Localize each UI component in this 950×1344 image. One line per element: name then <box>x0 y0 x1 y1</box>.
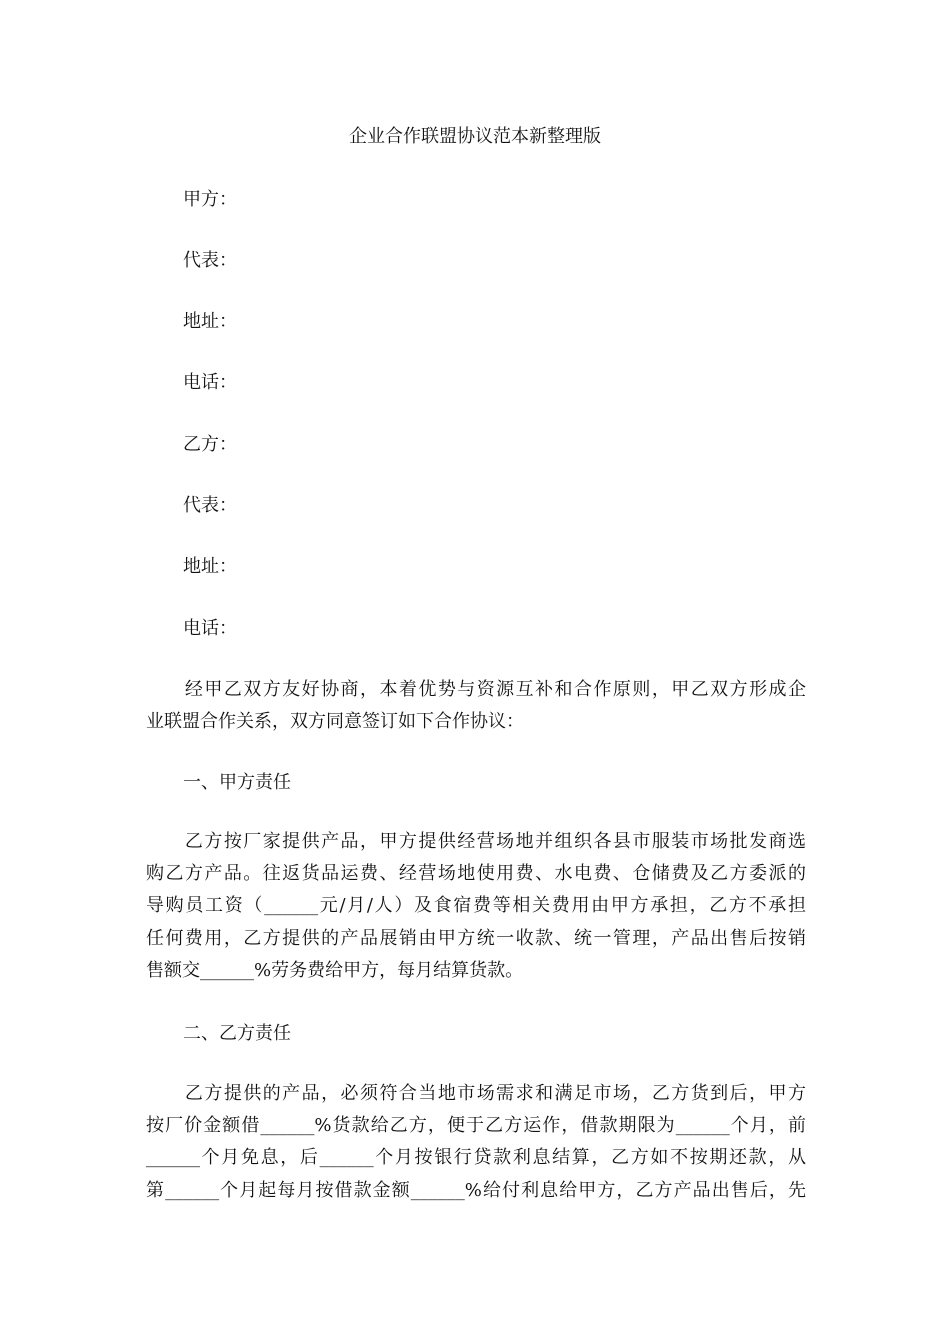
party-b-label: 乙方： <box>183 434 237 455</box>
paragraph-line: ______个月免息，后______个月按银行贷款利息结算，乙方如不按期还款，从 <box>146 1147 806 1169</box>
party-b-phone: 电话： <box>183 618 237 639</box>
party-a-representative: 代表： <box>183 250 237 271</box>
party-a-address: 地址： <box>183 311 237 332</box>
intro-paragraph <box>146 674 806 738</box>
section-1-paragraph <box>146 826 806 987</box>
paragraph-line: 导购员工资（______元/月/人）及食宿费等相关费用由甲方承担，乙方不承担 <box>146 895 806 917</box>
paragraph-line: 乙方提供的产品，必须符合当地市场需求和满足市场，乙方货到后，甲方 <box>146 1083 806 1104</box>
paragraph-line: 售额交______%劳务费给甲方，每月结算货款。 <box>146 959 524 981</box>
party-b-address: 地址： <box>183 556 237 577</box>
paragraph-line: 乙方按厂家提供产品，甲方提供经营场地并组织各县市服装市场批发商选 <box>146 831 806 852</box>
party-a-label: 甲方： <box>183 189 237 210</box>
document-title: 企业合作联盟协议范本新整理版 <box>349 126 601 147</box>
paragraph-line: 业联盟合作关系，双方同意签订如下合作协议： <box>146 711 524 733</box>
paragraph-line: 经甲乙双方友好协商，本着优势与资源互补和合作原则，甲乙双方形成企 <box>146 679 806 700</box>
paragraph-line: 购乙方产品。往返货品运费、经营场地使用费、水电费、仓储费及乙方委派的 <box>146 863 806 885</box>
paragraph-line: 按厂价金额借______%货款给乙方，便于乙方运作，借款期限为______个月，前 <box>146 1115 806 1137</box>
party-b-representative: 代表： <box>183 495 237 516</box>
paragraph-line: 第______个月起每月按借款金额______%给付利息给甲方，乙方产品出售后，先 <box>146 1179 806 1201</box>
paragraph-line: 任何费用，乙方提供的产品展销由甲方统一收款、统一管理，产品出售后按销 <box>146 927 806 949</box>
section-2-heading: 二、乙方责任 <box>183 1023 291 1044</box>
section-1-heading: 一、甲方责任 <box>183 772 291 793</box>
party-a-phone: 电话： <box>183 372 237 393</box>
section-2-paragraph <box>146 1078 806 1207</box>
